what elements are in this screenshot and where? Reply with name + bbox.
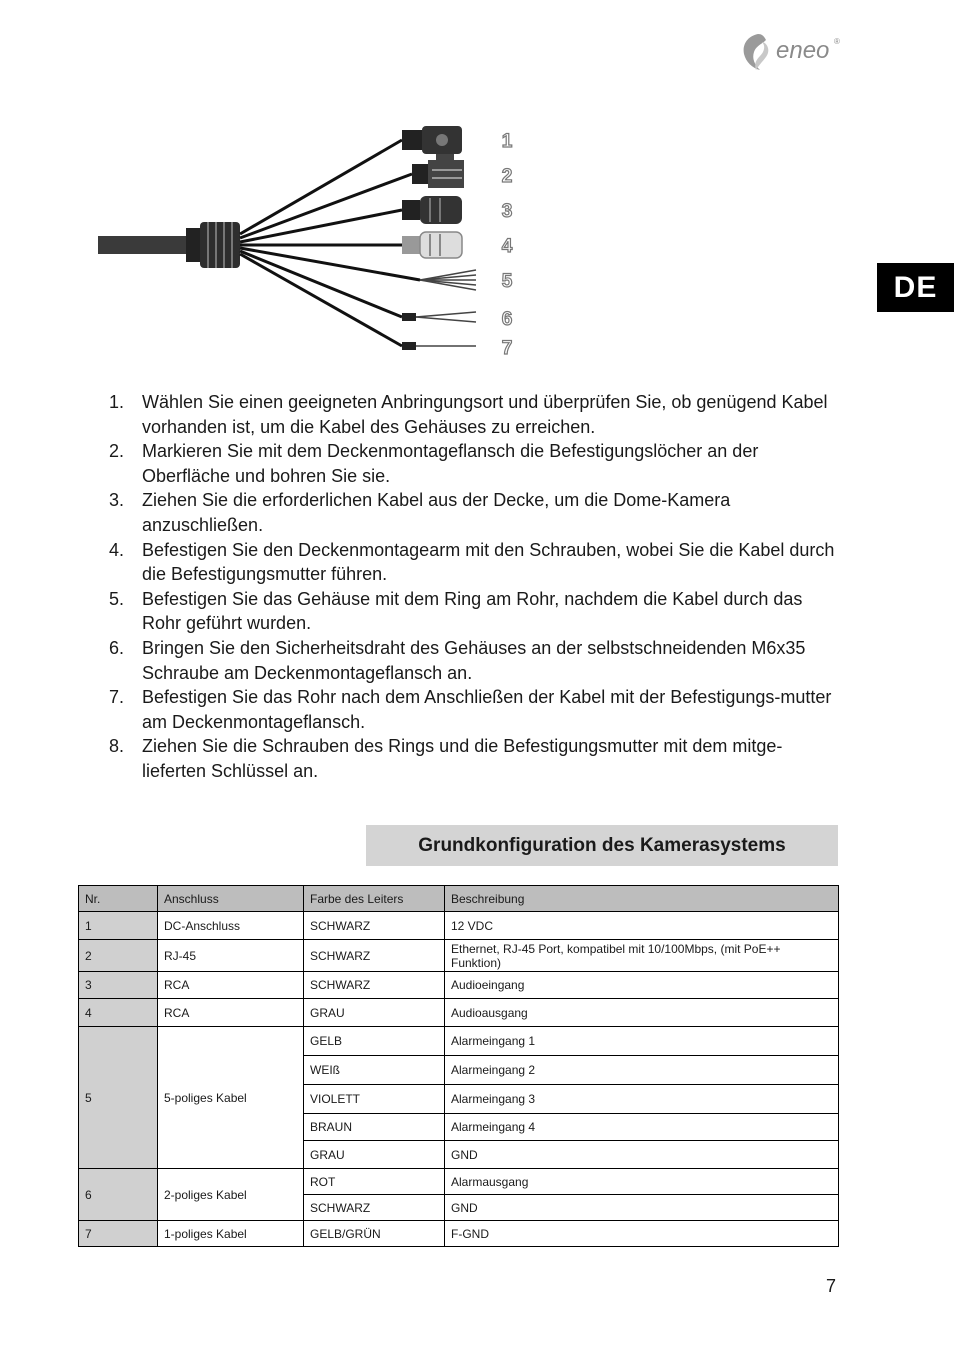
table-header-row — [79, 886, 839, 912]
step-item — [100, 488, 845, 537]
cell-beschreibung: Alarmeingang 1 — [445, 1027, 839, 1056]
header-nr: Nr. — [79, 886, 158, 912]
cell-beschreibung: GND — [445, 1195, 839, 1221]
two-pin-wires — [402, 312, 476, 322]
cell-nr: 2 — [79, 940, 158, 972]
step-item — [100, 587, 845, 636]
page-number: 7 — [826, 1276, 837, 1296]
eneo-logo — [740, 30, 840, 72]
step-text: Bringen Sie den Sicherheitsdraht des Gehäuses an der selbstschneidenden M6x35 Schraube am Deckenmontageflansch an. — [142, 637, 806, 683]
brand-name: eneo — [776, 37, 830, 64]
cell-farbe: VIOLETT — [304, 1085, 445, 1114]
cell-beschreibung: Alarmeingang 2 — [445, 1056, 839, 1085]
connection-table — [78, 885, 839, 1247]
dc-connector — [402, 126, 462, 154]
language-tab: DE — [877, 263, 954, 312]
cell-beschreibung: GND — [445, 1141, 839, 1169]
cell-anschluss: DC-Anschluss — [158, 912, 304, 940]
step-item — [100, 439, 845, 488]
cell-beschreibung: Audioeingang — [445, 972, 839, 999]
diagram-label-6: 6 — [501, 309, 513, 330]
cell-nr: 7 — [79, 1221, 158, 1247]
step-item — [100, 538, 845, 587]
rca-connector-black — [402, 196, 462, 224]
cell-farbe: GRAU — [304, 999, 445, 1027]
wire-bundle — [240, 140, 420, 346]
cell-farbe: SCHWARZ — [304, 940, 445, 972]
step-item — [100, 734, 845, 783]
cable-junction — [186, 222, 240, 268]
cable-diagram — [90, 118, 530, 368]
cell-anschluss: 5-poliges Kabel — [158, 1027, 304, 1169]
step-number: 4. — [108, 539, 124, 560]
header-anschluss: Anschluss — [158, 886, 304, 912]
cell-beschreibung: Alarmeingang 3 — [445, 1085, 839, 1114]
cell-farbe: GRAU — [304, 1141, 445, 1169]
step-text: Wählen Sie einen geeigneten Anbringungsort und überprüfen Sie, ob genügend Kabel vorhanden ist, um die Kabel des Gehäuses zu erreichen. — [142, 392, 828, 437]
step-text: Befestigen Sie den Deckenmontagearm mit den Schrauben, wobei Sie die Kabel durch die Befestigungsmutter führen. — [142, 539, 835, 585]
table-row — [79, 1169, 839, 1195]
cell-farbe: SCHWARZ — [304, 972, 445, 999]
diagram-label-4: 4 — [501, 236, 513, 257]
table-row — [79, 912, 839, 940]
step-text: Befestigen Sie das Gehäuse mit dem Ring am Rohr, nachdem die Kabel durch das Rohr geführt wurden. — [142, 588, 803, 634]
one-pin-wire — [402, 342, 476, 350]
cell-farbe: GELB/GRÜN — [304, 1221, 445, 1247]
cell-beschreibung: Audioausgang — [445, 999, 839, 1027]
table-row — [79, 972, 839, 999]
step-text: Befestigen Sie das Rohr nach dem Anschließen der Kabel mit der Befestigungs-mutter am Deckenmontageflansch. — [142, 687, 832, 732]
diagram-label-2: 2 — [501, 166, 513, 187]
cell-farbe: BRAUN — [304, 1114, 445, 1141]
section-title: Grundkonfiguration des Kamerasystems — [366, 825, 838, 866]
cell-anschluss: 1-poliges Kabel — [158, 1221, 304, 1247]
cell-beschreibung: 12 VDC — [445, 912, 839, 940]
step-number: 8. — [108, 736, 124, 757]
cell-beschreibung: F-GND — [445, 1221, 839, 1247]
cell-anschluss: RCA — [158, 972, 304, 999]
cell-nr: 6 — [79, 1169, 158, 1221]
cell-beschreibung: Alarmeingang 4 — [445, 1114, 839, 1141]
table-row — [79, 1027, 839, 1056]
cell-beschreibung: Ethernet, RJ-45 Port, kompatibel mit 10/100Mbps, (mit PoE++ Funktion) — [445, 940, 839, 972]
cell-nr: 4 — [79, 999, 158, 1027]
cell-nr: 5 — [79, 1027, 158, 1169]
diagram-label-5: 5 — [501, 271, 513, 292]
diagram-label-3: 3 — [501, 201, 513, 222]
five-pin-wires — [420, 270, 476, 290]
step-text: Ziehen Sie die erforderlichen Kabel aus der Decke, um die Dome-Kamera anzuschließen. — [142, 490, 731, 535]
step-number: 7. — [108, 687, 124, 708]
step-number: 6. — [108, 637, 124, 658]
step-text: Ziehen Sie die Schrauben des Rings und die Befestigungsmutter mit dem mitge-lieferten Schlüssel an. — [142, 736, 783, 781]
cell-farbe: SCHWARZ — [304, 1195, 445, 1221]
step-number: 1. — [108, 392, 124, 412]
table-row — [79, 940, 839, 972]
step-text: Markieren Sie mit dem Deckenmontageflansch die Befestigungslöcher an der Oberfläche und bohren Sie sie. — [142, 441, 759, 486]
header-beschreibung: Beschreibung — [445, 886, 839, 912]
cell-anschluss: 2-poliges Kabel — [158, 1169, 304, 1221]
cell-anschluss: RJ-45 — [158, 940, 304, 972]
table-row — [79, 999, 839, 1027]
header-farbe: Farbe des Leiters — [304, 886, 445, 912]
cell-beschreibung: Alarmausgang — [445, 1169, 839, 1195]
diagram-label-7: 7 — [501, 338, 513, 359]
rca-connector-grey — [402, 232, 462, 258]
rj45-connector — [412, 154, 464, 188]
table-row — [79, 1221, 839, 1247]
step-number: 5. — [108, 588, 124, 609]
brand-registered-mark: ® — [834, 37, 840, 46]
step-number: 3. — [108, 490, 124, 511]
installation-steps — [100, 390, 845, 784]
diagram-label-1: 1 — [501, 131, 513, 152]
cell-nr: 1 — [79, 912, 158, 940]
step-item — [100, 390, 845, 439]
cell-nr: 3 — [79, 972, 158, 999]
step-item — [100, 685, 845, 734]
cell-anschluss: RCA — [158, 999, 304, 1027]
cell-farbe: GELB — [304, 1027, 445, 1056]
main-cable — [98, 236, 188, 254]
cell-farbe: WEIß — [304, 1056, 445, 1085]
cell-farbe: ROT — [304, 1169, 445, 1195]
cell-farbe: SCHWARZ — [304, 912, 445, 940]
step-number: 2. — [108, 441, 124, 462]
step-item — [100, 636, 845, 685]
